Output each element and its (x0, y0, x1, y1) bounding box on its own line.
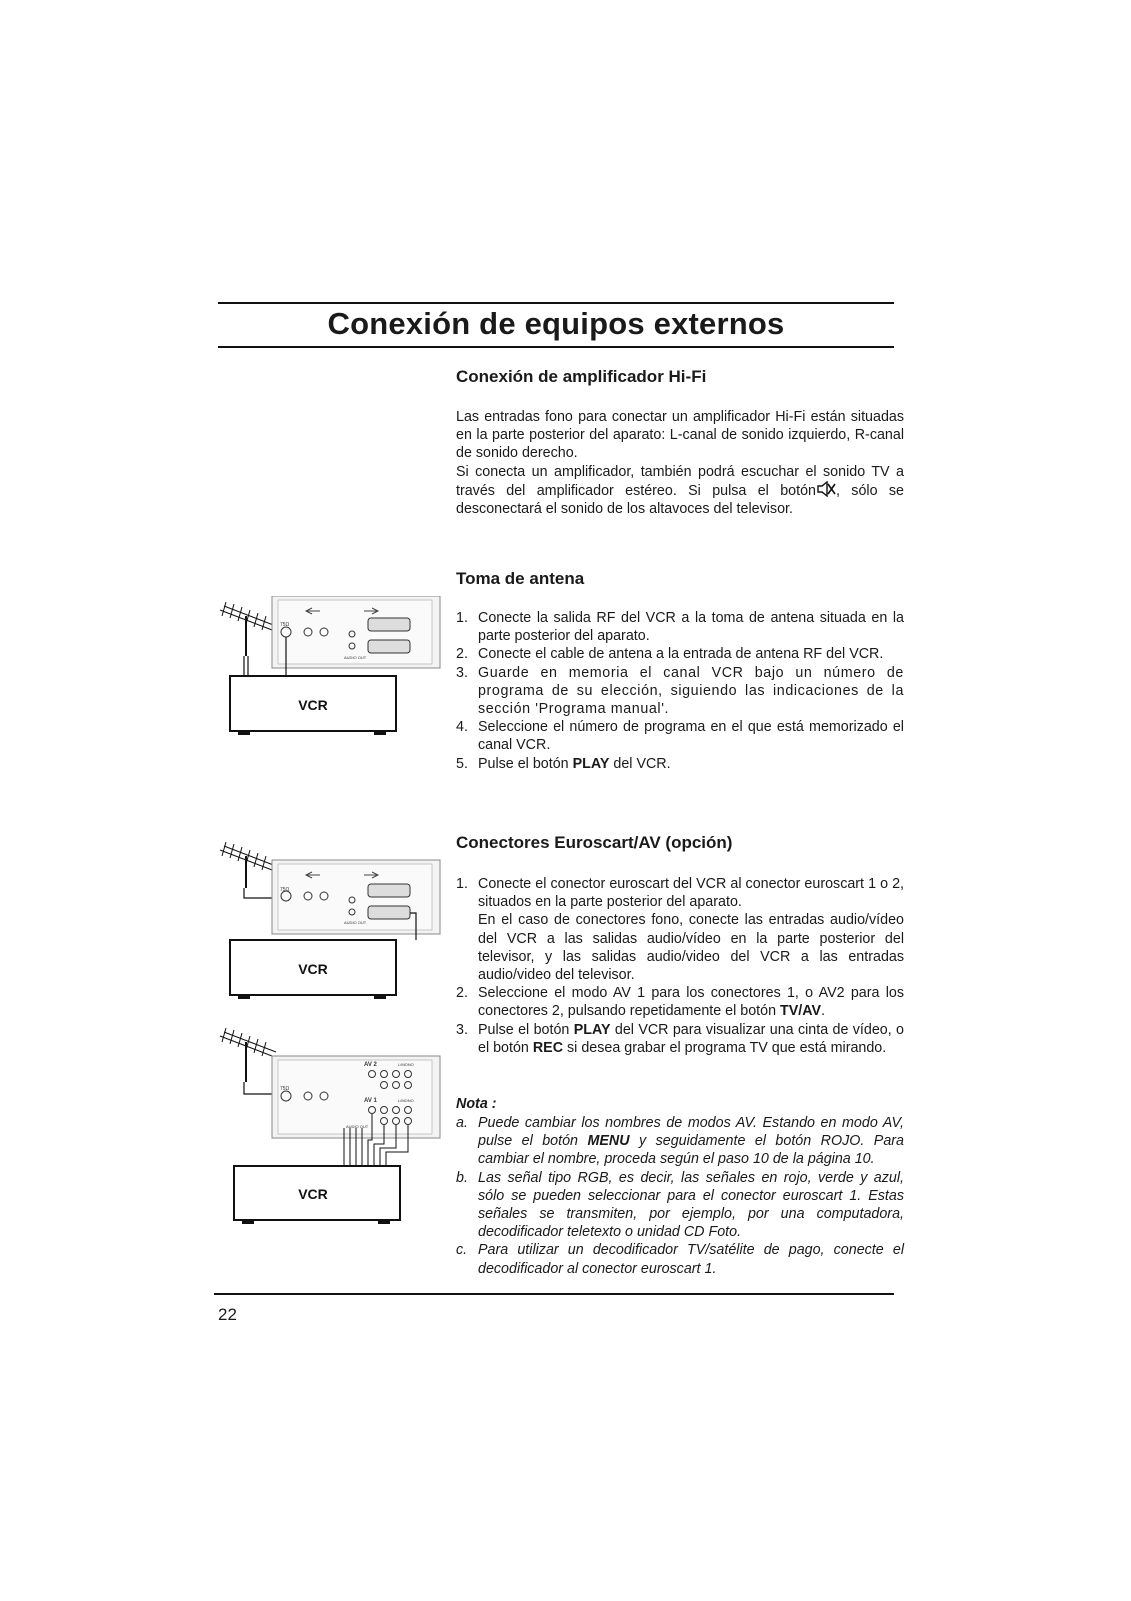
euroscart-step-2: 2. Seleccione el modo AV 1 para los conectores 1, o AV2 para los conectores 2, pulsando repetidamente el botón TV/AV. (456, 985, 904, 1020)
antenna-step-5: 5. Pulse el botón PLAY del VCR. (456, 755, 671, 772)
page-title: Conexión de equipos externos (327, 306, 785, 341)
antenna-jack-label: 75Ω (280, 622, 290, 628)
tv-back-panel (272, 1056, 440, 1138)
euroscart-step-1-extra: En el caso de conectores fono, conecte las entradas audio/vídeo del VCR a las salidas audio/vídeo en la parte posterior del televisor, y las salidas audio/video del VCR a las entradas audio/video del televisor. (478, 912, 904, 984)
antenna-step-3: 3. Guarde en memoria el canal VCR bajo un número de programa de su elección, siguiendo las indicaciones de la sección 'Programa manual'. (456, 664, 904, 718)
antenna-jack-label: 75Ω (280, 1086, 290, 1092)
euroscart-2 (368, 906, 410, 919)
euroscart-1 (368, 884, 410, 897)
hifi-paragraph-2-start: Si conecta un amplificador, también podrá escuchar el sonido TV a través del amplificador estéreo. Si pulsa el botón (456, 463, 904, 499)
antenna-icon (220, 602, 276, 680)
vcr-label-3: VCR (298, 1186, 328, 1202)
euroscart-2 (368, 640, 410, 653)
vcr-label-2: VCR (298, 961, 328, 977)
antenna-step-4: 4. Seleccione el número de programa en el que está memorizado el canal VCR. (456, 719, 904, 754)
note-c: c. Para utilizar un decodificador TV/satélite de pago, conecte el decodificador al conector euroscart 1. (456, 1242, 904, 1277)
av-phono-connection-diagram (216, 1022, 442, 1228)
hifi-text (456, 408, 904, 518)
title-rule-top (218, 302, 894, 304)
av2-mono-label: L/MONO (398, 1062, 414, 1067)
antenna-step-2: 2. Conecte el cable de antena a la entrada de antena RF del VCR. (456, 646, 884, 663)
antenna-connection-diagram (216, 596, 442, 756)
euroscart-steps (456, 875, 904, 1057)
page-number: 22 (218, 1305, 237, 1324)
vcr-box-3 (234, 1166, 400, 1224)
av-audio-out-label: AUDIO OUT (346, 1124, 369, 1129)
antenna-heading: Toma de antena (456, 569, 585, 588)
note-b: b. Las señal tipo RGB, es decir, las señales en rojo, verde y azul, sólo se pueden seleccionar para el conector euroscart 1. Estas señales se transmiten, por ejemplo, por una computadora, decodificador teletexto o unidad CD Foto. (456, 1169, 904, 1241)
audio-out-label: AUDIO OUT (344, 655, 367, 660)
euroscart-step-1: 1. Conecte el conector euroscart del VCR al conector euroscart 1 o 2, situados en la parte posterior del aparato. En el caso de conectores fono, conecte las entradas audio/vídeo del VCR a las salidas audio/vídeo en la parte posterior del televisor, y las salidas audio/video del VCR a las entradas audio/video del televisor. (456, 876, 904, 984)
tv-back-panel (272, 860, 440, 934)
euroscart-connection-diagram (216, 836, 442, 1020)
vcr-label-1: VCR (298, 697, 328, 713)
euroscart-step-3: 3. Pulse el botón PLAY del VCR para visualizar una cinta de vídeo, o el botón REC si desea grabar el programa TV que está mirando. (456, 1021, 904, 1056)
antenna-step-1: 1. Conecte la salida RF del VCR a la toma de antena situada en la parte posterior del aparato. (456, 610, 904, 645)
audio-out-label: AUDIO OUT (344, 920, 367, 925)
hifi-heading: Conexión de amplificador Hi-Fi (456, 367, 707, 386)
euroscart-1 (368, 618, 410, 631)
hifi-paragraph-2-end: , sólo se desconectará el sonido de los altavoces del televisor. (456, 482, 904, 518)
note-a: a. Puede cambiar los nombres de modos AV. Estando en modo AV, pulse el botón MENU y seguidamente el botón ROJO. Para cambiar el nombre, proceda según el paso 10 de la página 10. (456, 1115, 904, 1168)
antenna-icon (220, 1028, 276, 1094)
av1-mono-label: L/MONO (398, 1098, 414, 1103)
tv-back-panel (272, 596, 440, 668)
antenna-icon (220, 842, 276, 898)
antenna-jack-label: 75Ω (280, 887, 290, 893)
note-title: Nota : (456, 1096, 497, 1112)
footer-rule (214, 1293, 894, 1295)
notes-list (456, 1114, 904, 1278)
antenna-steps (456, 609, 904, 773)
hifi-paragraph-2 (456, 463, 904, 519)
vcr-box-2 (230, 940, 396, 999)
hifi-paragraph-1: Las entradas fono para conectar un amplificador Hi-Fi están situadas en la parte posterior del aparato: L-canal de sonido izquierdo, R-canal de sonido derecho. (456, 409, 904, 462)
av2-label: AV 2 (364, 1062, 377, 1068)
av1-label: AV 1 (364, 1098, 377, 1104)
vcr-box-1 (230, 676, 396, 735)
mute-icon (816, 481, 836, 497)
euroscart-heading: Conectores Euroscart/AV (opción) (456, 833, 733, 852)
title-rule-bottom (218, 346, 894, 348)
